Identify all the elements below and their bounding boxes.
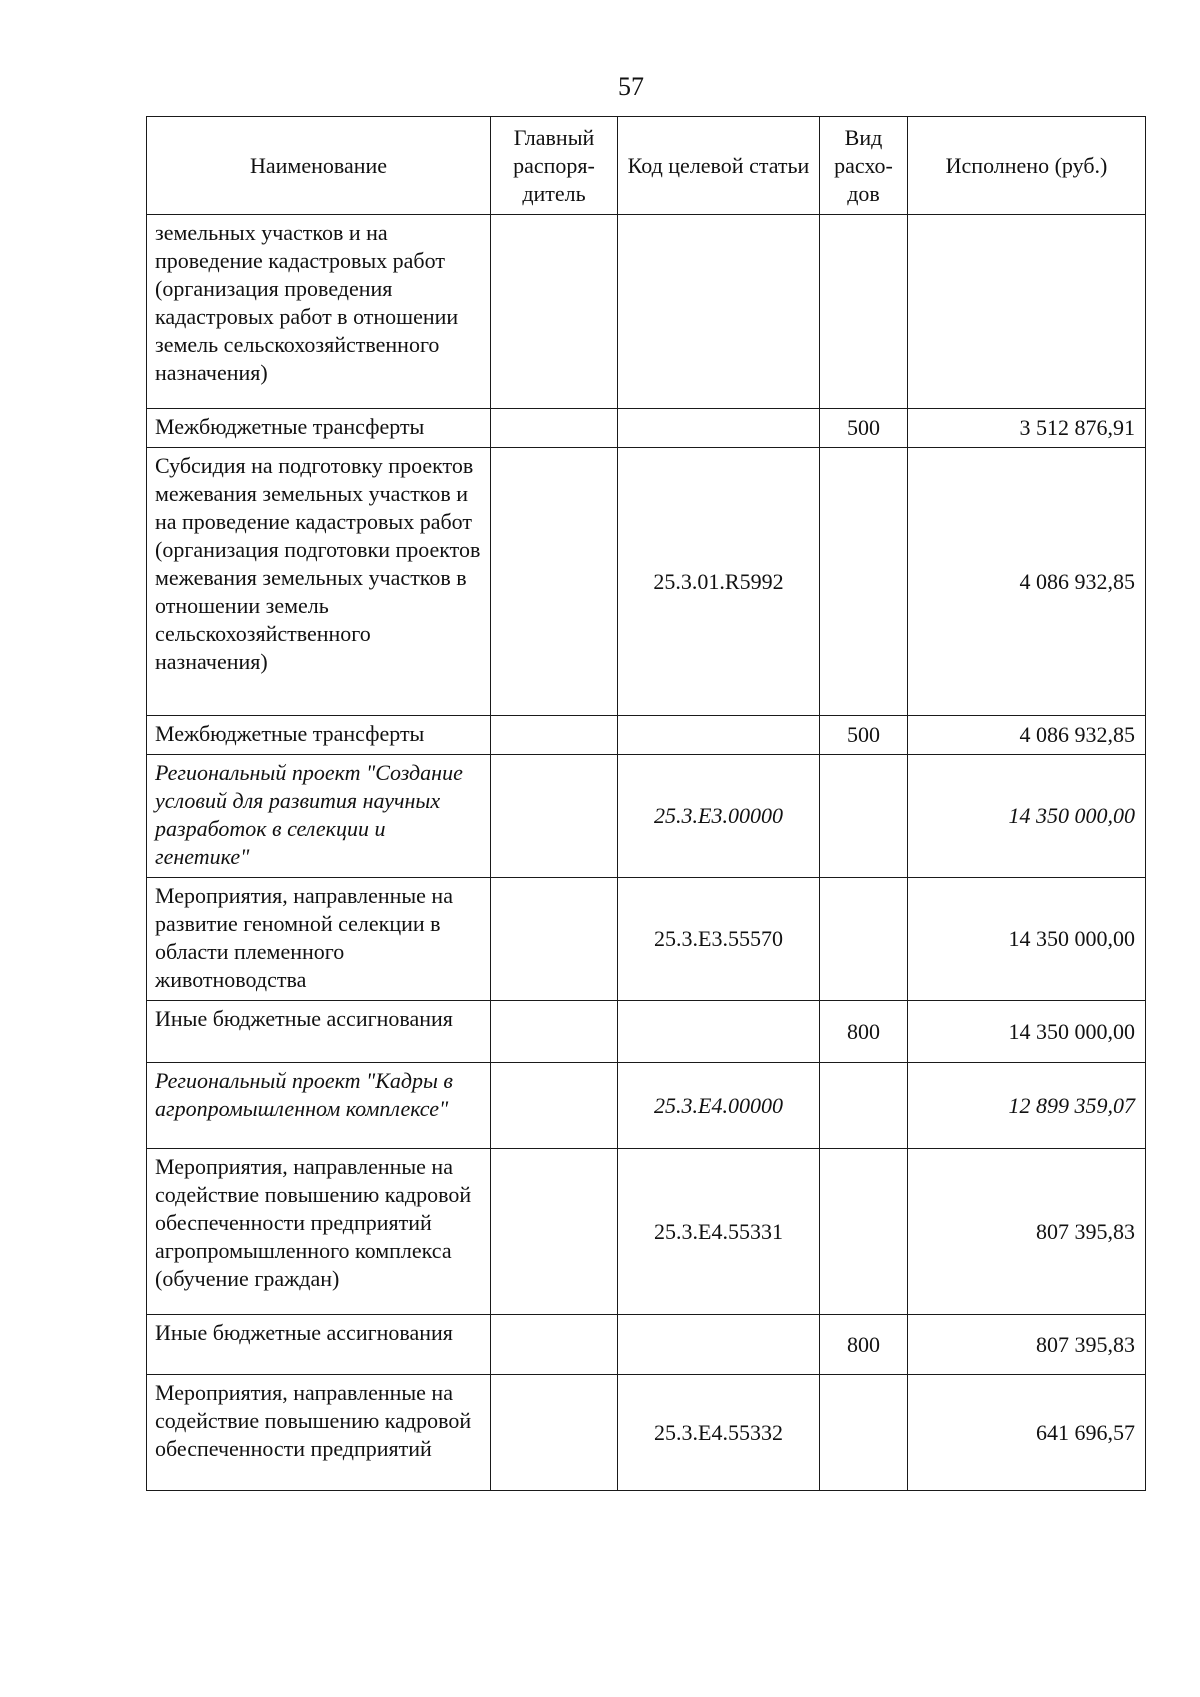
row-name: Иные бюджетные ассигнования (147, 1001, 491, 1063)
row-chief (491, 215, 618, 409)
row-chief (491, 755, 618, 878)
row-code (618, 1315, 820, 1375)
row-amount: 14 350 000,00 (908, 878, 1146, 1001)
row-chief (491, 1001, 618, 1063)
row-chief (491, 716, 618, 755)
row-kind (820, 215, 908, 409)
row-code: 25.3.01.R5992 (618, 448, 820, 716)
row-kind: 500 (820, 409, 908, 448)
table-row (147, 755, 1146, 878)
row-code (618, 1001, 820, 1063)
row-kind (820, 1063, 908, 1149)
row-amount: 3 512 876,91 (908, 409, 1146, 448)
header-kind: Вид расхо-дов (820, 117, 908, 215)
row-amount: 4 086 932,85 (908, 448, 1146, 716)
row-amount (908, 215, 1146, 409)
header-chief: Главный распоря-дитель (491, 117, 618, 215)
row-code: 25.3.E4.55332 (618, 1375, 820, 1491)
row-kind: 800 (820, 1315, 908, 1375)
row-name: Межбюджетные трансферты (147, 409, 491, 448)
row-kind (820, 448, 908, 716)
table-row (147, 215, 1146, 409)
row-kind: 500 (820, 716, 908, 755)
row-chief (491, 878, 618, 1001)
row-name: земельных участков и на проведение кадастровых работ (организация проведения кадастровых работ в отношении земель сельскохозяйственного назначения) (147, 215, 491, 409)
table-row (147, 878, 1146, 1001)
table-header-row (147, 117, 1146, 215)
row-code: 25.3.E4.00000 (618, 1063, 820, 1149)
row-amount: 14 350 000,00 (908, 755, 1146, 878)
row-code: 25.3.E3.00000 (618, 755, 820, 878)
row-code (618, 409, 820, 448)
header-name: Наименование (147, 117, 491, 215)
row-chief (491, 1375, 618, 1491)
row-chief (491, 1315, 618, 1375)
row-amount: 807 395,83 (908, 1315, 1146, 1375)
row-kind (820, 755, 908, 878)
budget-table (146, 116, 1146, 1491)
page-number: 57 (618, 72, 644, 101)
row-name: Мероприятия, направленные на развитие геномной селекции в области племенного животноводства (147, 878, 491, 1001)
row-name: Мероприятия, направленные на содействие повышению кадровой обеспеченности предприятий агропромышленного комплекса (обучение граждан) (147, 1149, 491, 1315)
row-name: Мероприятия, направленные на содействие повышению кадровой обеспеченности предприятий (147, 1375, 491, 1491)
table-row (147, 1149, 1146, 1315)
table-row (147, 409, 1146, 448)
table-row (147, 1375, 1146, 1491)
row-amount: 12 899 359,07 (908, 1063, 1146, 1149)
row-amount: 641 696,57 (908, 1375, 1146, 1491)
row-chief (491, 448, 618, 716)
row-chief (491, 1149, 618, 1315)
row-chief (491, 409, 618, 448)
header-amount: Исполнено (руб.) (908, 117, 1146, 215)
row-amount: 4 086 932,85 (908, 716, 1146, 755)
header-code: Код целевой статьи (618, 117, 820, 215)
row-kind (820, 878, 908, 1001)
row-kind: 800 (820, 1001, 908, 1063)
table-row (147, 448, 1146, 716)
row-name: Межбюджетные трансферты (147, 716, 491, 755)
row-name: Региональный проект "Создание условий для развития научных разработок в селекции и генетике" (147, 755, 491, 878)
table-row (147, 1001, 1146, 1063)
table-row (147, 1063, 1146, 1149)
row-name: Иные бюджетные ассигнования (147, 1315, 491, 1375)
row-chief (491, 1063, 618, 1149)
table-row (147, 716, 1146, 755)
row-kind (820, 1375, 908, 1491)
row-kind (820, 1149, 908, 1315)
row-code: 25.3.E3.55570 (618, 878, 820, 1001)
row-code (618, 215, 820, 409)
row-code: 25.3.E4.55331 (618, 1149, 820, 1315)
row-amount: 807 395,83 (908, 1149, 1146, 1315)
row-amount: 14 350 000,00 (908, 1001, 1146, 1063)
row-name: Субсидия на подготовку проектов межевания земельных участков и на проведение кадастровых работ (организация подготовки проектов межевания земельных участков в отношении земель сельскохозяйственного назначения) (147, 448, 491, 716)
row-code (618, 716, 820, 755)
table-row (147, 1315, 1146, 1375)
row-name: Региональный проект "Кадры в агропромышленном комплексе" (147, 1063, 491, 1149)
